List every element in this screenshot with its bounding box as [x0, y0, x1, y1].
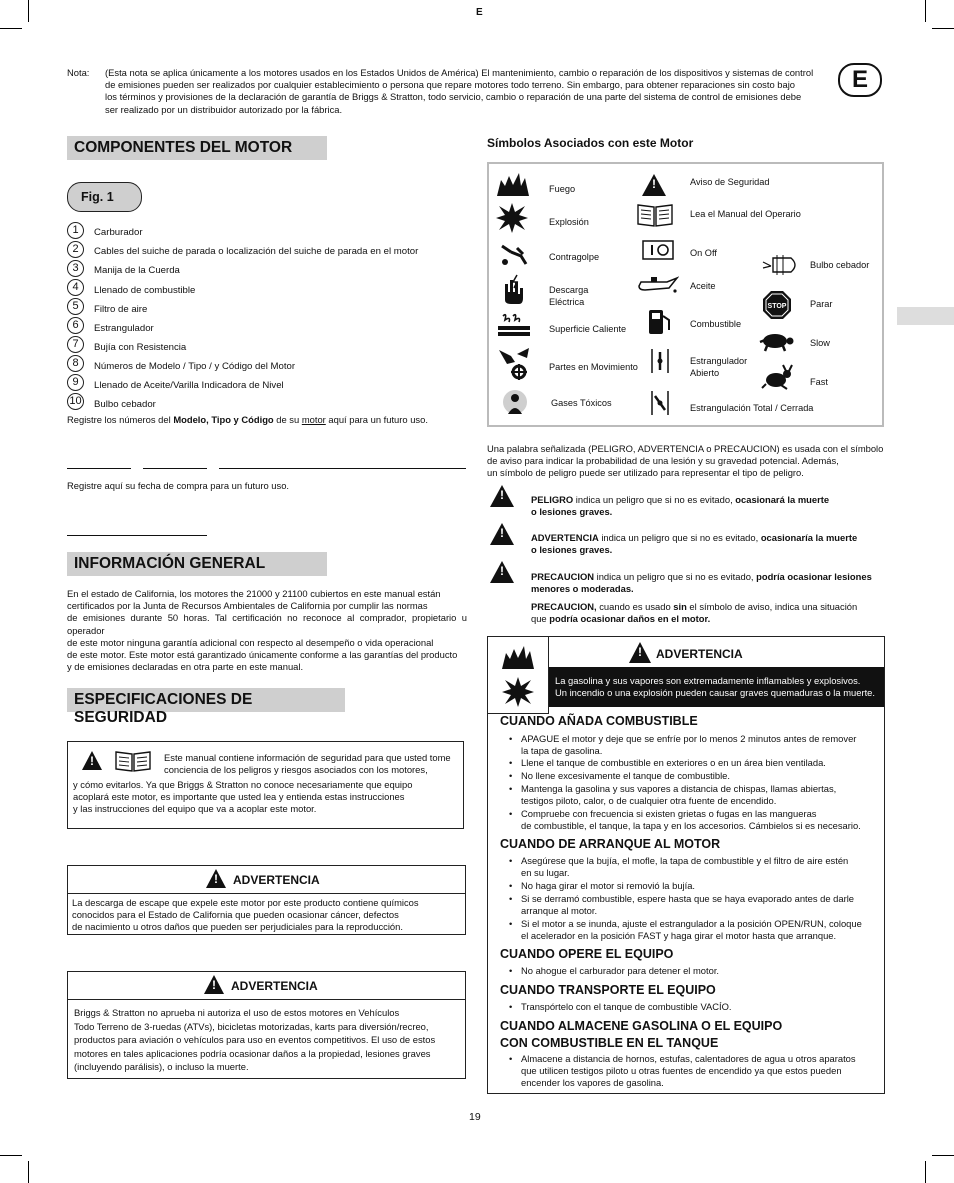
peligro-text: PELIGRO indica un peligro que si no es evitado, ocasionará la muerte o lesiones graves. [531, 494, 830, 518]
symbol-label: Bulbo cebador [810, 260, 870, 270]
list-item-number: 5 [67, 298, 84, 315]
symbol-label: Superficie Caliente [549, 324, 627, 334]
warning-triangle-icon [206, 869, 226, 888]
list-item: Llenado de Aceite/Varilla Indicadora de Nivel [94, 380, 284, 391]
list-item: Filtro de aire [94, 304, 148, 315]
choke-closed-icon [649, 390, 671, 416]
list-item: Manija de la Cuerda [94, 265, 180, 276]
electric-shock-icon [501, 274, 527, 306]
fuel-icon [647, 308, 673, 336]
explosion-icon [501, 675, 535, 709]
exhaust-warning-text: La descarga de escape que expele este motor por este producto contiene químicos conocidos para el Estado de California que pueden ocasionar cáncer, defectos de nacimiento u otros daños que pueden ser perjudiciales para la reproducción. [72, 897, 419, 933]
safety-title: ESPECIFICACIONES DE SEGURIDAD [67, 688, 345, 712]
symbol-label: Estrangulación Total / Cerrada [690, 403, 814, 413]
stop-icon-text: STOP [767, 303, 787, 310]
symbol-label: Parar [810, 299, 833, 309]
list-item: Bujía con Resistencia [94, 342, 187, 353]
section-adding-fuel: CUANDO AÑADA COMBUSTIBLE [500, 714, 698, 728]
note-text: (Esta nota se aplica únicamente a los motores usados en los Estados Unidos de América) El mantenimiento, cambio o reparación de los dispositivos y sistemas de control de emisiones pueden ser realizados por cualquier establecimiento o persona que repare motores todo terreno. Sin embargo, para obtener reparaciones sin costo bajo los términos y provisiones de la declaración de garantía de Briggs & Stratton, todo servicio, cambio o reparación de una parte del sistema de control de emisiones debe ser realizado por un distribuidor autorizado por la fábrica. [105, 67, 814, 115]
list-item: Estrangulador [94, 323, 154, 334]
section-starting-engine: CUANDO DE ARRANQUE AL MOTOR [500, 837, 721, 851]
crop-mark [925, 0, 926, 22]
type-field[interactable] [143, 468, 207, 469]
language-badge: E [838, 63, 882, 97]
exhaust-warning-box [67, 865, 466, 935]
register-model-text: Registre los números del Modelo, Tipo y Código de su motor aquí para un futuro uso. [67, 414, 428, 425]
list-item-number: 8 [67, 355, 84, 372]
fire-icon [500, 643, 536, 671]
list-item: Números de Modelo / Tipo / y Código del Motor [94, 361, 296, 372]
list-item: • No haga girar el motor si removió la bujía. [521, 880, 893, 892]
general-info-text: En el estado de California, los motores the 21000 y 21100 cubiertos en este manual están certificados por la Junta de Recursos Ambientales de California por cumplir las normas de emisiones durante 50 horas. Tal certificación no reconoce al comprador, propietario u operador de este motor ninguna garantía adicional con respecto al desempeño o vida operacional de este motor. Este motor está garantizado únicamente conforme a las garantías del producto y de emisiones declaradas en otra parte en este manual. [67, 588, 467, 673]
warning-header: ! ADVERTENCIA [68, 866, 465, 894]
section-transporting: CUANDO TRANSPORTE EL EQUIPO [500, 983, 716, 997]
list-item: • Si el motor a se inunda, ajuste el estrangulador a la posición OPEN/RUN, coloque el acelerador en la posición FAST y haga girar el motor hasta que arranque. [521, 918, 893, 942]
warning-header: ! ADVERTENCIA [549, 637, 884, 667]
turtle-icon [759, 330, 795, 352]
symbol-label: Contragolpe [549, 252, 600, 262]
precaucion-no-symbol-text: PRECAUCION, cuando es usado sin el símbolo de aviso, indica una situación que podría ocasionar daños en el motor. [531, 601, 858, 625]
kickback-icon [499, 240, 529, 268]
manual-info-text-cont: y cómo evitarlos. Ya que Briggs & Stratton no conoce necesariamente que equipo acoplará este motor, es importante que usted lea y entienda estas instrucciones y las instrucciones del equipo que va a acoplar este motor. [73, 779, 413, 815]
crop-mark [925, 1161, 926, 1183]
section-operating-equipment: CUANDO OPERE EL EQUIPO [500, 947, 674, 961]
fuel-warning-banner: La gasolina y sus vapores son extremadamente inflamables y explosivos. Un incendio o una explosión pueden causar graves quemaduras o la muerte. [549, 667, 884, 707]
symbol-label: Lea el Manual del Operario [690, 209, 801, 219]
list-item-number: 10 [67, 393, 84, 410]
list-item-number: 4 [67, 279, 84, 296]
list-item-number: 7 [67, 336, 84, 353]
list-item: • No ahogue el carburador para detener el motor. [521, 965, 893, 977]
book-icon [114, 749, 152, 773]
symbol-label: Fuego [549, 184, 576, 194]
primer-bulb-icon [761, 254, 801, 276]
caution-triangle-icon [490, 561, 514, 583]
fuel-icon-column [488, 637, 549, 714]
list-item: • No llene excesivamente el tanque de combustible. [521, 770, 893, 782]
list-item: • APAGUE el motor y deje que se enfríe por lo menos 2 minutos antes de remover la tapa de gasolina. [521, 733, 893, 757]
list-item: Carburador [94, 227, 143, 238]
model-field[interactable] [67, 468, 131, 469]
note-label: Nota: [67, 67, 90, 78]
list-item: • Compruebe con frecuencia si existen grietas o fugas en las mangueras de combustible, el tanque, la tapa y en los accesorios. Cámbielos si es necesario. [521, 808, 893, 832]
symbol-label: Explosión [549, 217, 589, 227]
purchase-date-field[interactable] [67, 535, 207, 536]
code-field[interactable] [219, 468, 466, 469]
list-item: • Almacene a distancia de hornos, estufas, calentadores de agua u otros aparatos que utilicen testigos piloto u otras fuentes de encendido ya que estos pueden encender los vapores de gasolina. [521, 1053, 893, 1088]
warning-triangle-icon [82, 751, 102, 770]
stop-icon [762, 290, 792, 320]
symbols-title: Símbolos Asociados con este Motor [487, 136, 694, 150]
manual-icon [636, 202, 674, 228]
advertencia-text: ADVERTENCIA indica un peligro que si no es evitado, ocasionaría la muerte o lesiones graves. [531, 532, 858, 556]
list-item: Cables del suiche de parada o localización del suiche de parada en el motor [94, 246, 419, 257]
symbol-label: Aviso de Seguridad [690, 177, 770, 187]
list-item-number: 3 [67, 260, 84, 277]
symbol-label: Aceite [690, 281, 716, 291]
list-item: • Asegúrese que la bujía, el mofle, la tapa de combustible y el filtro de aire estén en su lugar. [521, 855, 893, 879]
choke-open-icon [649, 348, 671, 374]
crop-mark [932, 1155, 954, 1156]
symbol-label: Gases Tóxicos [551, 398, 612, 408]
symbol-label: Fast [810, 377, 828, 387]
explosion-icon [495, 202, 529, 234]
list-item: • Transpórtelo con el tanque de combustible VACÍO. [521, 1001, 893, 1013]
on-off-icon [642, 240, 674, 260]
list-item-number: 6 [67, 317, 84, 334]
crop-mark [932, 28, 954, 29]
manual-info-box [67, 741, 464, 829]
fire-icon [495, 170, 531, 198]
crop-mark [28, 1161, 29, 1183]
list-item: • Mantenga la gasolina y sus vapores a distancia de chispas, llamas abiertas, testigos piloto, calor, o de cualquier otra fuente de encendido. [521, 783, 893, 807]
crop-mark [0, 28, 22, 29]
symbol-label: Slow [810, 338, 830, 348]
warning-header: ! ADVERTENCIA [68, 972, 465, 1000]
symbols-box [487, 162, 884, 427]
signal-word-text: Una palabra señalizada (PELIGRO, ADVERTENCIA o PRECAUCION) es usada con el símbolo de aviso para indicar la probabilidad de una lesión y su gravedad potencial. Además, un símbolo de peligro puede ser utilizado para representar el tipo de peligro. [487, 443, 884, 479]
atv-warning-text: Briggs & Stratton no aprueba ni autoriza el uso de estos motores en Vehículos Todo Terreno de 3-ruedas (ATVs), bicicletas motorizadas, karts para diversión/recreo, productos para aviación o vehículos para uso en eventos competitivos. El uso de estos motores en tales aplicaciones podría ocasionar daños a la propiedad, lesiones graves (incluyendo parálisis), o incluso la muerte. [74, 1007, 436, 1072]
manual-info-text: Este manual contiene información de seguridad para que usted tome conciencia de los peligros y riesgos asociados con los motores, [164, 752, 451, 776]
warning-triangle-icon [204, 975, 224, 994]
warning-triangle-icon [629, 642, 651, 663]
general-info-title: INFORMACIÓN GENERAL [67, 552, 327, 576]
hot-surface-icon [497, 312, 531, 340]
list-item-number: 2 [67, 241, 84, 258]
header-tab-letter: E [476, 7, 483, 18]
list-item: Llenado de combustible [94, 285, 196, 296]
danger-triangle-icon [490, 485, 514, 507]
warning-triangle-icon [490, 523, 514, 545]
symbol-label: Estrangulador Abierto [690, 356, 748, 378]
safety-alert-icon [642, 174, 666, 196]
list-item: • Si se derramó combustible, espere hasta que se haya evaporado antes de darle arranque al motor. [521, 893, 893, 917]
symbol-label: Partes en Movimiento [549, 362, 638, 372]
symbol-label: Combustible [690, 319, 742, 329]
crop-mark [0, 1155, 22, 1156]
list-item: Bulbo cebador [94, 399, 156, 410]
symbol-label: Descarga Eléctrica [549, 285, 589, 307]
section-storing: CUANDO ALMACENE GASOLINA O EL EQUIPO CON COMBUSTIBLE EN EL TANQUE [500, 1019, 783, 1050]
precaucion-text: PRECAUCION indica un peligro que si no es evitado, podría ocasionar lesiones menores o moderadas. [531, 571, 872, 595]
page-number: 19 [469, 1111, 481, 1123]
toxic-gas-icon [501, 388, 529, 418]
rabbit-icon [761, 364, 795, 390]
list-item-number: 9 [67, 374, 84, 391]
components-title: COMPONENTES DEL MOTOR [67, 136, 327, 160]
moving-parts-icon [497, 344, 531, 382]
purchase-date-text: Registre aquí su fecha de compra para un futuro uso. [67, 480, 290, 491]
crop-mark [28, 0, 29, 22]
oil-icon [637, 274, 679, 294]
atv-warning-box [67, 971, 466, 1079]
list-item-number: 1 [67, 222, 84, 239]
symbol-label: On Off [690, 248, 717, 258]
fig-label: Fig. 1 [67, 182, 142, 212]
list-item: • Llene el tanque de combustible en exteriores o en un área bien ventilada. [521, 757, 893, 769]
side-tab [897, 307, 954, 325]
